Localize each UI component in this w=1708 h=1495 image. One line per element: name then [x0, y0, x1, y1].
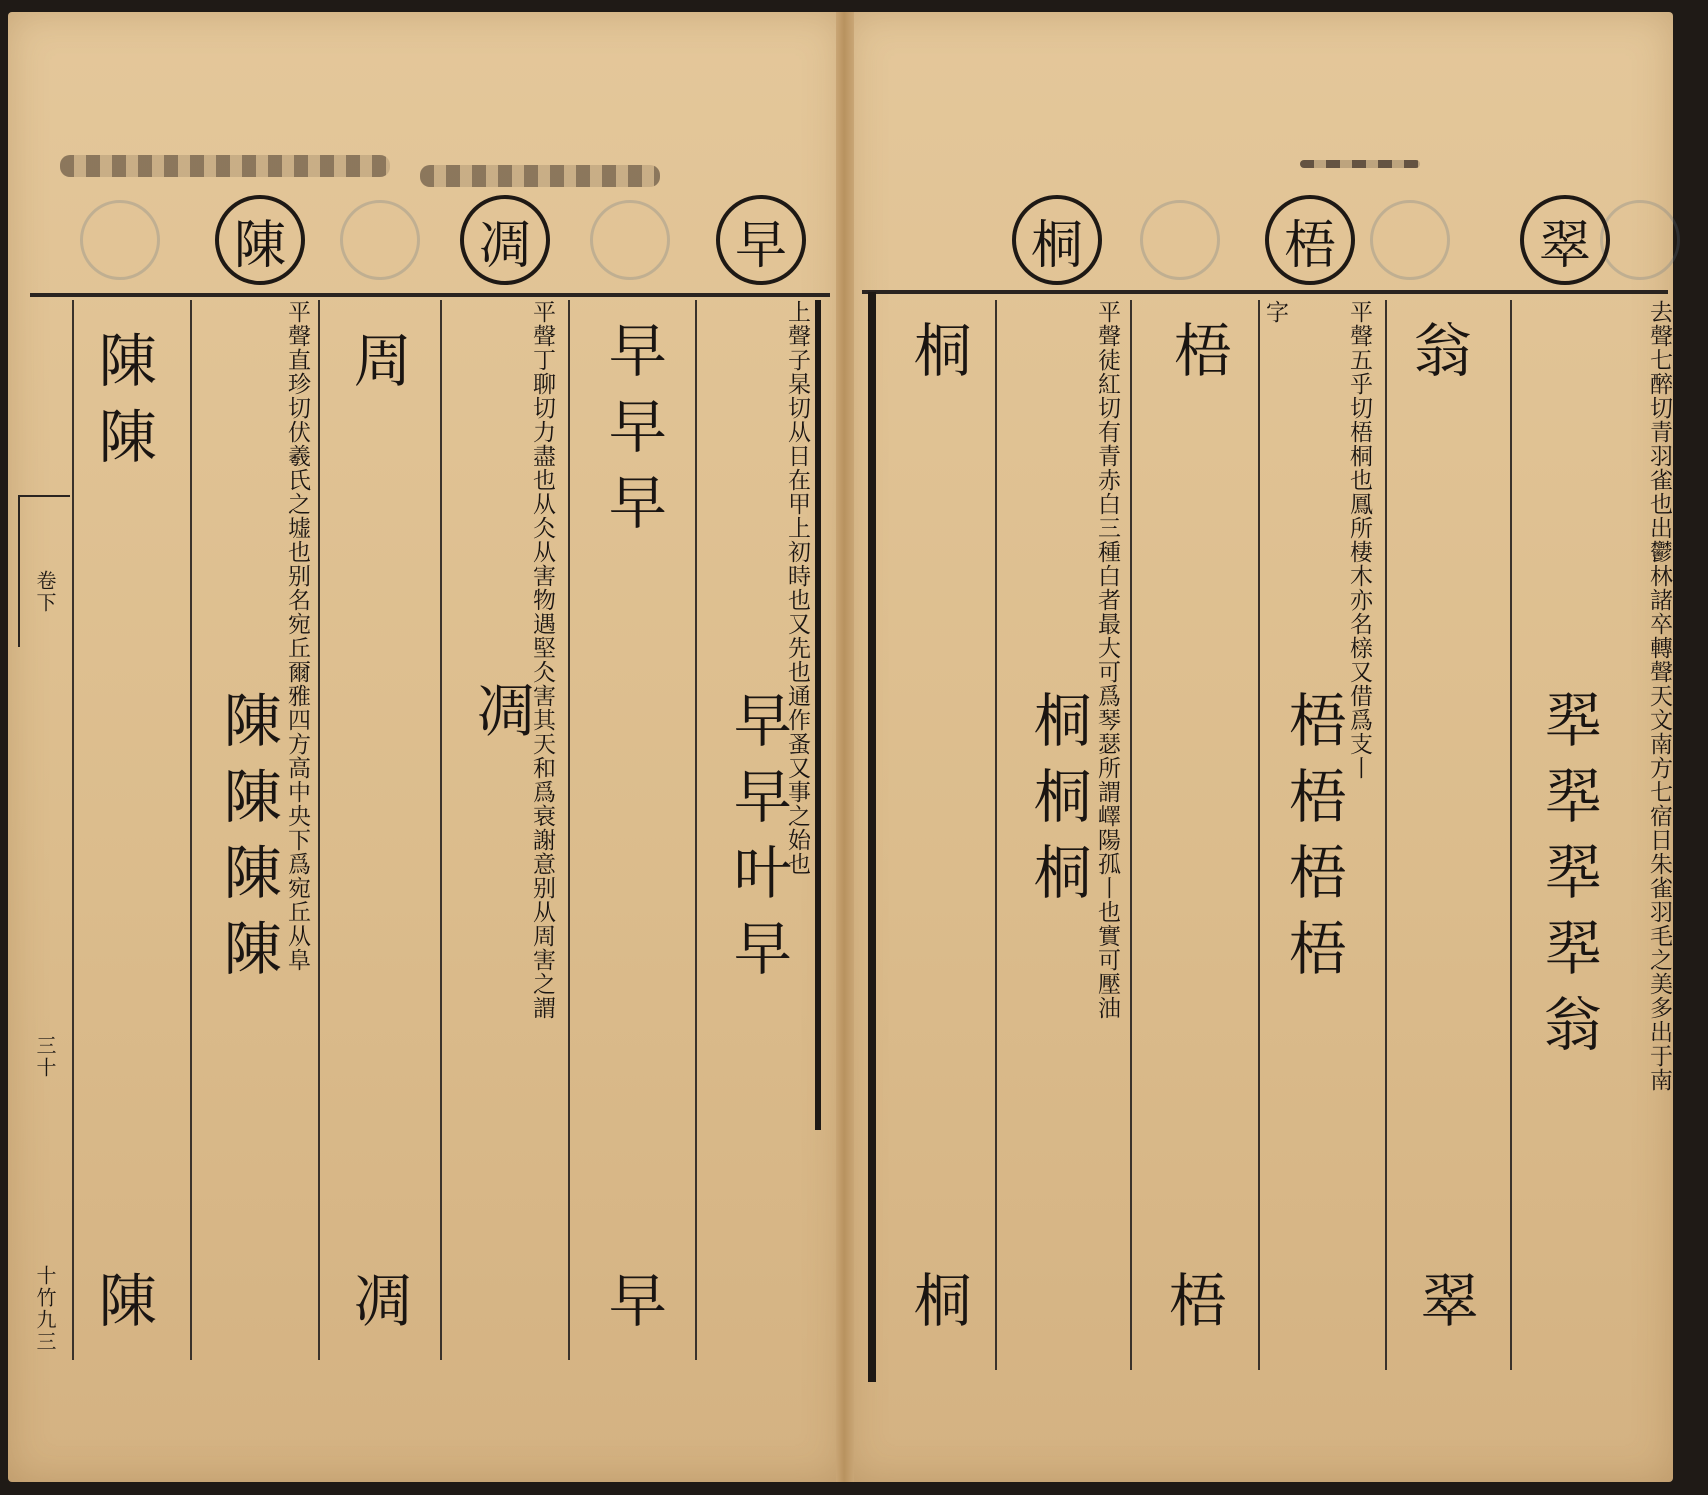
headword-circle: 早 [716, 195, 806, 285]
book-gutter [836, 12, 854, 1482]
cui-seal-glyph: 翁 [1403, 320, 1472, 396]
chen-bottom-glyph: 陳 [88, 1270, 157, 1346]
frame-top-rule [862, 290, 1668, 294]
column-rule [995, 300, 997, 1370]
column-rule [318, 300, 320, 1360]
tong-seal-glyph: 桐 [903, 320, 972, 396]
ghost-circle [1140, 200, 1220, 280]
headword-circle: 凋 [460, 195, 550, 285]
cui-seal-forms: 翆翆翆翆翁 [1533, 690, 1602, 1070]
ghost-circle [80, 200, 160, 280]
column-rule [1258, 300, 1260, 1370]
frame-edge-rule [868, 292, 876, 1382]
zao-seal-forms-b: 早早叶早 [723, 690, 792, 994]
column-rule [190, 300, 192, 1360]
ink-stain [60, 155, 390, 177]
ghost-circle [340, 200, 420, 280]
frame-edge-rule [815, 300, 821, 1130]
zao-seal-forms: 早早早 [598, 320, 667, 548]
tong-note: 平聲徒紅切有青赤白三種白者最大可爲琴瑟所謂嶧陽孤丨也實可壓油 [1094, 300, 1120, 1020]
column-rule [1130, 300, 1132, 1370]
column-rule [1385, 300, 1387, 1370]
column-rule [568, 300, 570, 1360]
column-rule [440, 300, 442, 1360]
zao-note: 上聲子杲切从日在甲上初時也又先也通作蚤又事之始也 [784, 300, 810, 876]
zao-bottom-glyph: 早 [598, 1270, 667, 1346]
ghost-circle [1370, 200, 1450, 280]
chen-seal-forms: 陳陳陳陳 [213, 690, 282, 994]
ink-stain [1300, 160, 1420, 168]
diao-bottom-glyph: 凋 [343, 1270, 412, 1346]
headword-circle: 桐 [1012, 195, 1102, 285]
wu-bottom-glyph: 梧 [1158, 1270, 1227, 1346]
margin-page-number: 三十 [33, 1035, 57, 1079]
tong-bottom-glyph: 桐 [903, 1270, 972, 1346]
chen-seal-glyphs: 陳陳 [88, 330, 157, 482]
wu-seal-forms: 梧梧梧梧 [1278, 690, 1347, 994]
frame-top-rule [30, 293, 830, 297]
wu-seal-glyph: 梧 [1163, 320, 1232, 396]
margin-volume: 卷下 [33, 570, 57, 614]
headword-circle: 梧 [1265, 195, 1355, 285]
cui-bottom-glyph: 翠 [1410, 1270, 1479, 1346]
cui-note: 去聲七醉切青羽雀也出鬱林諸卒轉聲天文南方七宿日朱雀羽毛之美多出于南 [1646, 300, 1672, 1092]
ink-stain [420, 165, 660, 187]
column-rule [695, 300, 697, 1360]
headword-circle: 翠 [1520, 195, 1610, 285]
ghost-circle [1600, 200, 1680, 280]
wu-note: 平聲五乎切梧桐也鳳所棲木亦名榇又借爲支丨 [1346, 300, 1372, 780]
column-rule [72, 300, 74, 1360]
wu-note-tail: 字 [1262, 300, 1288, 324]
diao-seal-glyph: 周 [343, 330, 412, 406]
ghost-circle [590, 200, 670, 280]
diao-note: 平聲丁聊切力盡也从仌从害物遇堅仌害其天和爲衰謝意别从周害之謂 [529, 300, 555, 1020]
tong-seal-forms: 桐桐桐 [1023, 690, 1092, 918]
chen-note: 平聲直珍切伏羲氏之墟也别名宛丘爾雅四方高中央下爲宛丘从阜 [284, 300, 310, 972]
headword-circle: 陳 [215, 195, 305, 285]
diao-seal-form: 凋 [466, 680, 535, 756]
column-rule [1510, 300, 1512, 1370]
margin-bottom-mark: 十竹九三 [33, 1265, 57, 1353]
